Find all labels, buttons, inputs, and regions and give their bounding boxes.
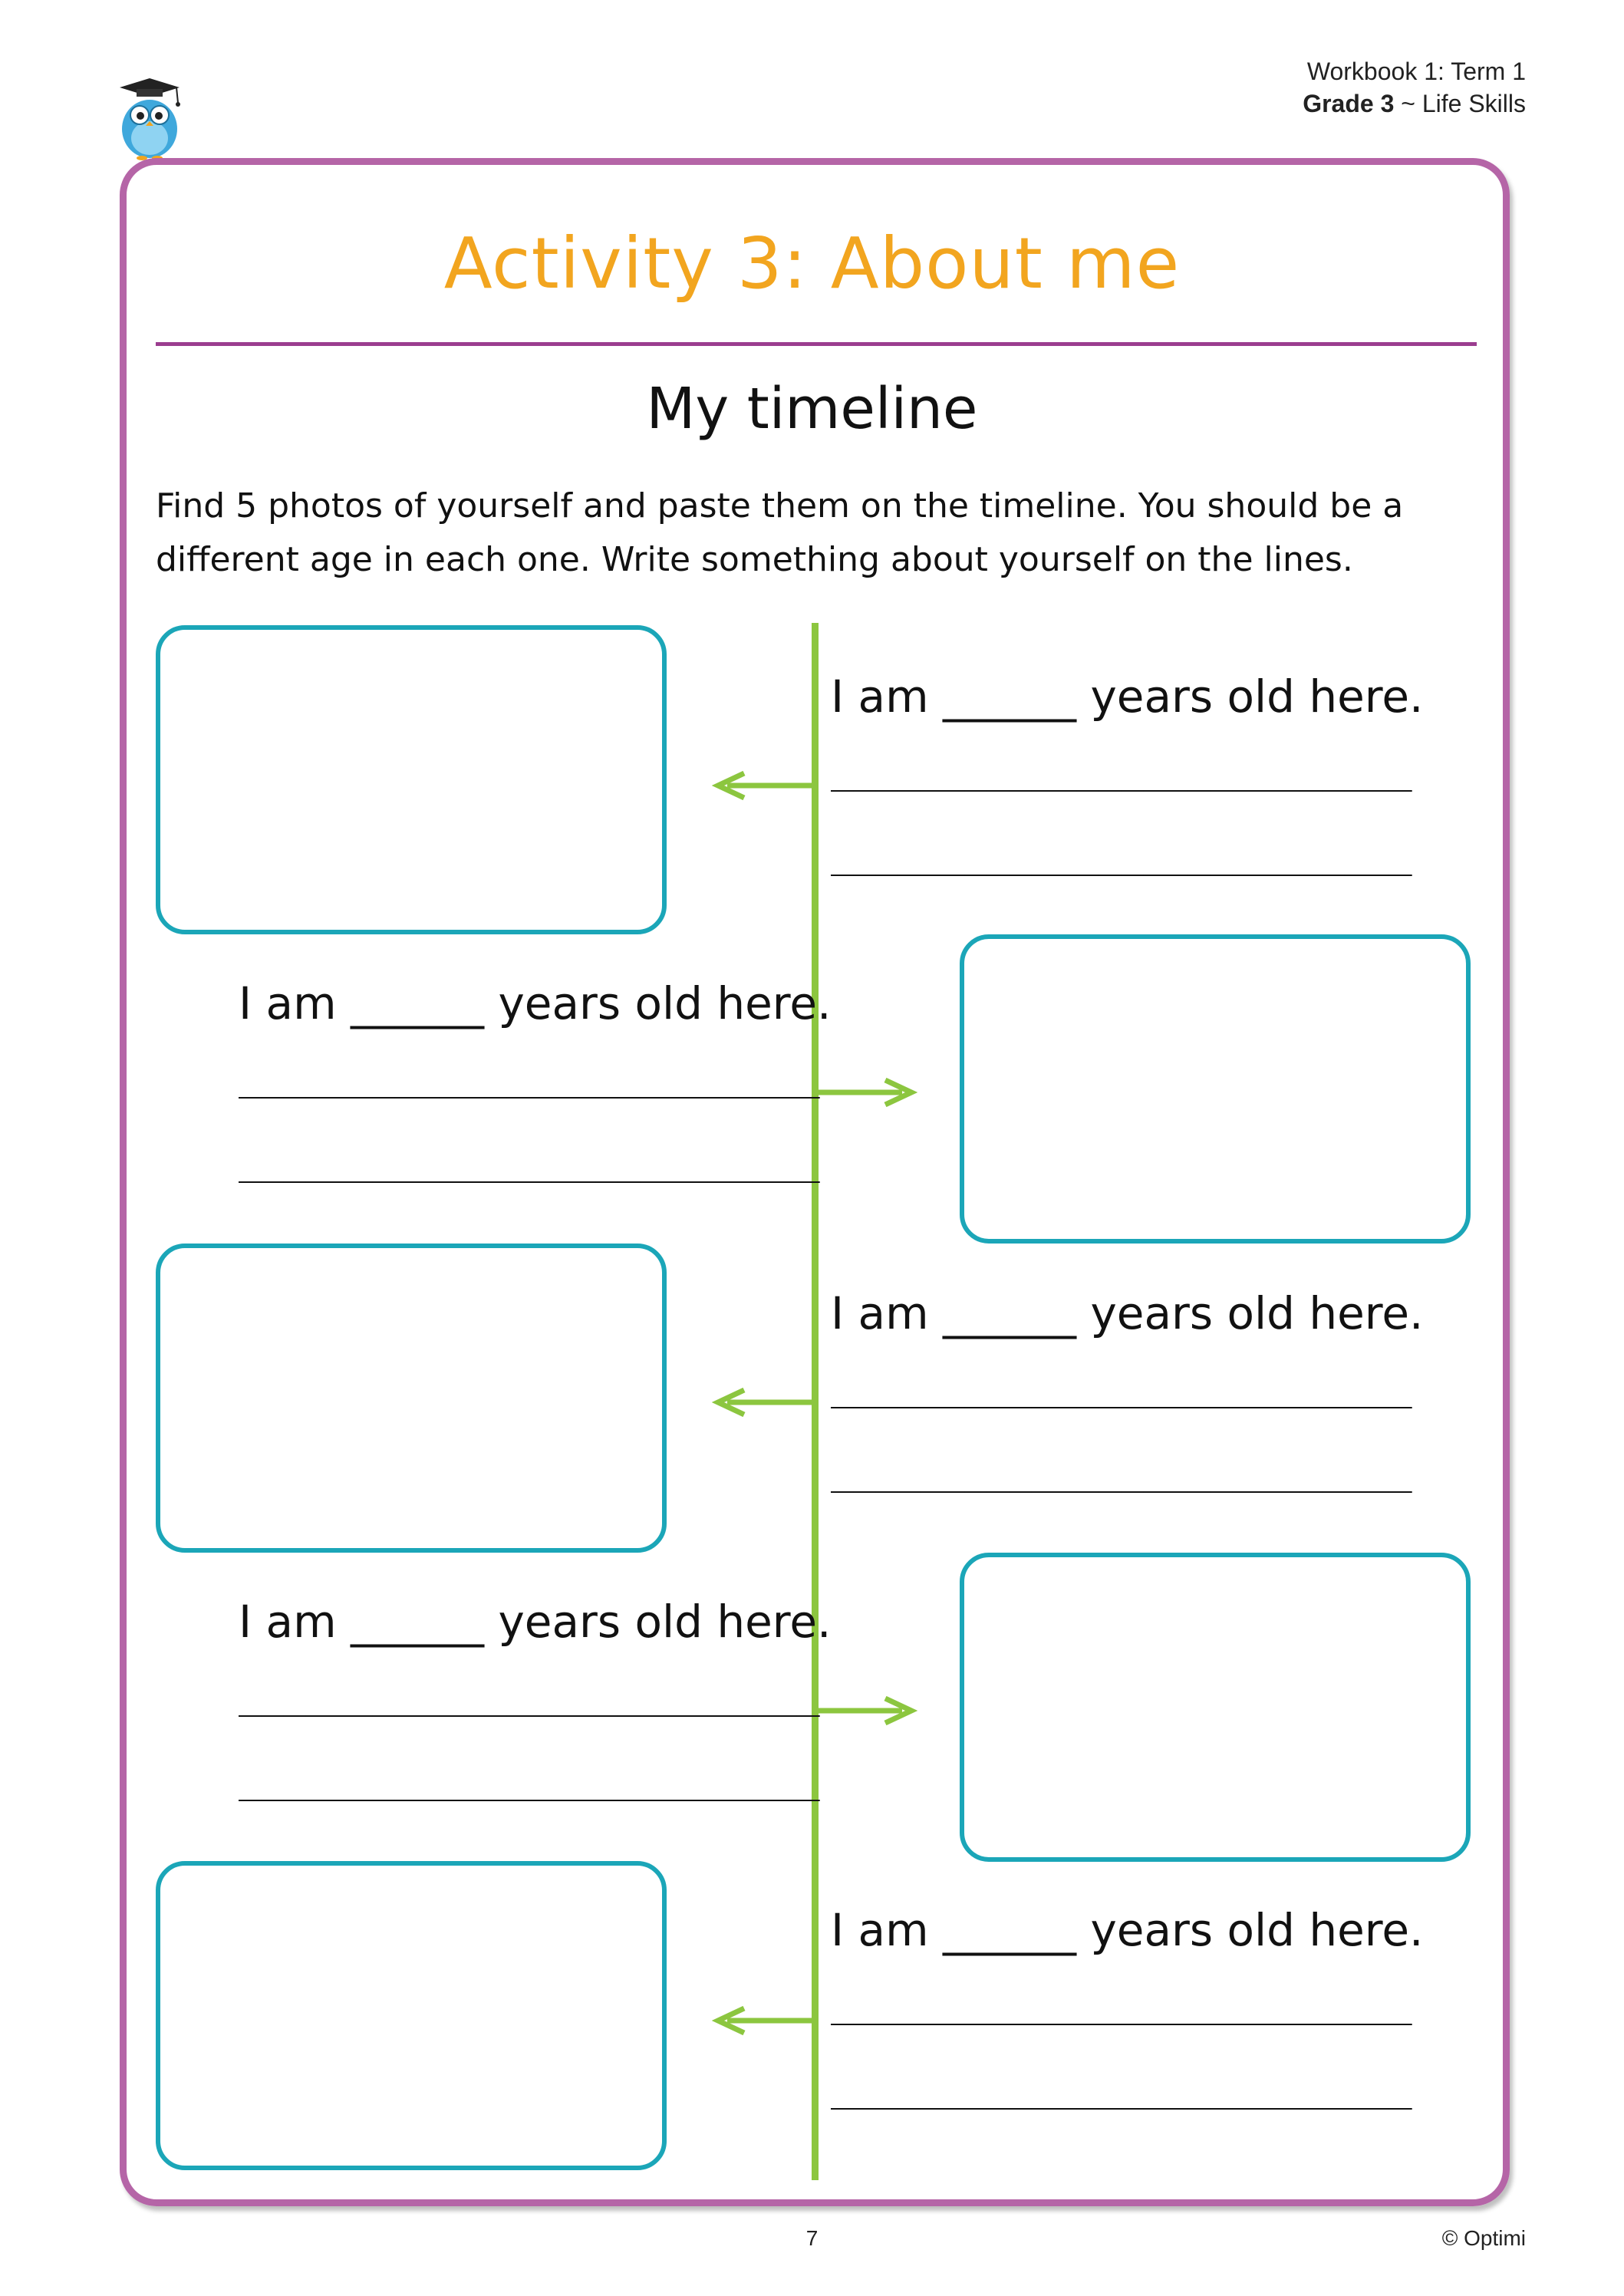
age-line-2[interactable]: I am ______ years old here. bbox=[239, 977, 832, 1029]
write-line-5b[interactable]: __________________________ bbox=[831, 2065, 1412, 2110]
write-line-2b[interactable]: __________________________ bbox=[239, 1138, 819, 1183]
grade-bold: Grade 3 bbox=[1303, 90, 1395, 117]
activity-title: Activity 3: About me bbox=[443, 222, 1181, 305]
write-block-5 bbox=[831, 1899, 1424, 2130]
arrow-left-icon bbox=[712, 770, 816, 801]
header-info bbox=[1303, 55, 1526, 120]
copyright: © Optimi bbox=[1441, 2226, 1526, 2250]
instructions-line-2: different age in each one. Write something about yourself on the lines. bbox=[156, 540, 1353, 579]
title-divider bbox=[156, 342, 1477, 346]
write-block-2 bbox=[239, 973, 832, 1203]
arrow-right-icon bbox=[813, 1695, 917, 1726]
write-line-2a[interactable]: __________________________ bbox=[239, 1054, 819, 1099]
write-block-3 bbox=[831, 1283, 1424, 1513]
arrow-right-icon bbox=[813, 1077, 917, 1108]
arrow-left-icon bbox=[712, 1387, 816, 1418]
write-line-3b[interactable]: __________________________ bbox=[831, 1448, 1412, 1493]
photo-box-5[interactable] bbox=[156, 1861, 667, 2170]
write-line-5a[interactable]: __________________________ bbox=[831, 1981, 1412, 2025]
workbook-label: Workbook 1: Term 1 bbox=[1306, 58, 1526, 85]
write-line-3a[interactable]: __________________________ bbox=[831, 1364, 1412, 1408]
arrow-left-icon bbox=[712, 2005, 816, 2036]
photo-box-2[interactable] bbox=[960, 934, 1471, 1244]
photo-box-4[interactable] bbox=[960, 1553, 1471, 1862]
photo-box-1[interactable] bbox=[156, 625, 667, 934]
section-subtitle: My timeline bbox=[646, 376, 978, 442]
write-line-4b[interactable]: __________________________ bbox=[239, 1757, 819, 1801]
photo-box-3[interactable] bbox=[156, 1244, 667, 1553]
instructions bbox=[156, 479, 1460, 587]
write-line-1b[interactable]: __________________________ bbox=[831, 832, 1412, 876]
age-line-3[interactable]: I am ______ years old here. bbox=[831, 1287, 1424, 1339]
write-block-4 bbox=[239, 1591, 832, 1821]
instructions-line-1: Find 5 photos of yourself and paste them on the timeline. You should be a bbox=[156, 486, 1404, 525]
write-line-4a[interactable]: __________________________ bbox=[239, 1672, 819, 1717]
age-line-5[interactable]: I am ______ years old here. bbox=[831, 1904, 1424, 1956]
write-block-1 bbox=[831, 666, 1424, 896]
grade-label bbox=[1303, 87, 1526, 120]
grade-subject: ~ Life Skills bbox=[1394, 90, 1526, 117]
owl-mascot-icon bbox=[115, 77, 184, 161]
write-line-1a[interactable]: __________________________ bbox=[831, 747, 1412, 792]
age-line-4[interactable]: I am ______ years old here. bbox=[239, 1596, 832, 1648]
page-number: 7 bbox=[805, 2226, 819, 2250]
age-line-1[interactable]: I am ______ years old here. bbox=[831, 670, 1424, 723]
